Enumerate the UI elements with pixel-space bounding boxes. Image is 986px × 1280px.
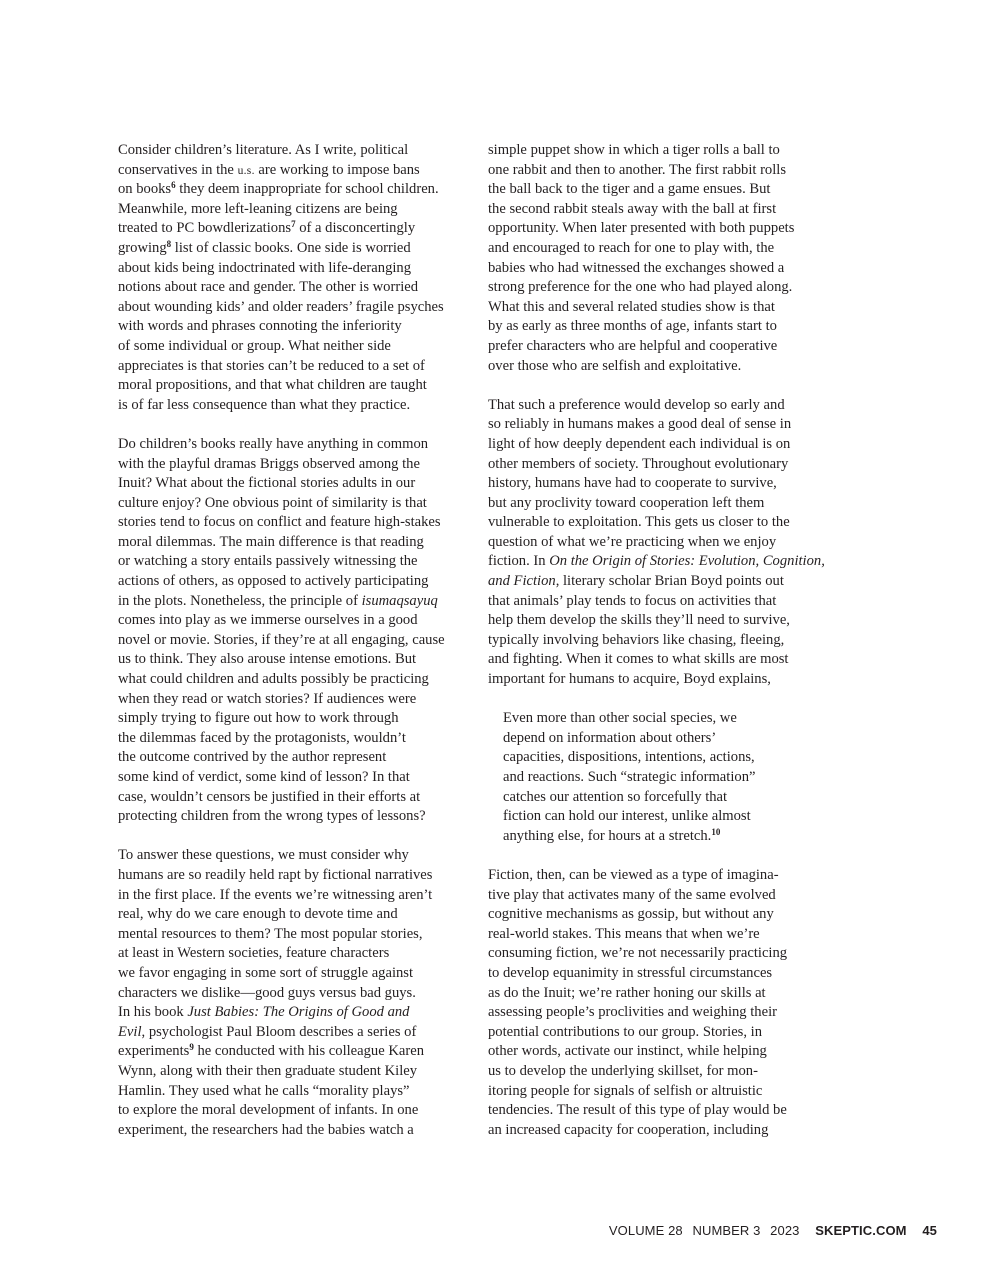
text-line: Inuit? What about the fictional stories adults in our [118,475,416,492]
text-line: Evil, psychologist Paul Bloom describes a series of [118,1023,417,1040]
footnote-ref: 6 [171,180,176,191]
text-line: and encouraged to reach for one to play with, the [488,239,775,256]
text-line: fiction can hold our interest, unlike almost [503,808,751,825]
text-line: to explore the moral development of infants. In one [118,1102,419,1119]
text-line: potential contributions to our group. Stories, in [488,1023,763,1040]
text-line: that animals’ play tends to focus on activities that [488,592,777,609]
text-line: vulnerable to exploitation. This gets us closer to the [488,514,790,531]
text-line: by as early as three months of age, infants start to [488,318,777,335]
text-line: Even more than other social species, we [503,710,737,727]
text-line: or watching a story entails passively witnessing the [118,553,418,570]
text-line: notions about race and gender. The other is worried [118,279,419,296]
paragraph [488,396,833,690]
text-line: and fighting. When it comes to what skills are most [488,651,789,668]
paragraph-gap [488,376,833,396]
text-line: fiction. In On the Origin of Stories: Evolution, Cognition, [488,553,825,570]
text-line: characters we dislike—good guys versus bad guys. [118,984,416,1001]
text-line: the dilemmas faced by the protagonists, wouldn’t [118,729,406,746]
italic-text: Just Babies: The Origins of Good and [187,1004,410,1021]
right-column [488,141,833,1140]
footer-site-link[interactable]: SKEPTIC.COM [815,1223,907,1238]
footnote-ref: 8 [166,238,172,249]
paragraph [118,846,474,1140]
text-line: of some individual or group. What neither side [118,337,391,354]
text-line: when they read or watch stories? If audiences were [118,690,417,707]
footer-volume: VOLUME 28 [608,1223,683,1238]
text-line: culture enjoy? One obvious point of similarity is that [118,494,427,511]
text-line: tendencies. The result of this type of play would be [488,1102,787,1119]
page-footer [603,1223,937,1238]
text-line: the second rabbit steals away with the ball at first [488,200,777,217]
text-line: one rabbit and then to another. The first rabbit rolls [488,161,787,178]
text-line: actions of others, as opposed to actively participating [118,573,429,590]
text-line: the ball back to the tiger and a game ensues. But [488,181,771,198]
text-line: real-world stakes. This means that when we’re [488,925,760,942]
text-line: other members of society. Throughout evolutionary [488,455,789,472]
page-number: 45 [922,1223,937,1238]
paragraph-gap [118,415,474,435]
text-line: Hamlin. They used what he calls “morality plays” [118,1082,410,1099]
paragraph-gap [488,690,833,710]
text-line: assessing people’s proclivities and weighing their [488,1004,777,1021]
footnote-ref: 7 [291,219,296,230]
paragraph [118,435,474,827]
text-line: experiments$^9$ he conducted with his colleague Karen [118,1042,425,1060]
left-column [118,141,474,1140]
text-line: in the first place. If the events we’re witnessing aren’t [118,886,433,903]
text-line: stories tend to focus on conflict and feature high-stakes [118,514,441,531]
text-line: at least in Western societies, feature characters [118,945,390,962]
text-line: tive play that activates many of the same evolved [488,886,776,903]
text-line: us to think. They also arouse intense emotions. But [118,651,417,668]
text-line: itoring people for signals of selfish or altruistic [488,1082,763,1099]
text-line: Meanwhile, more left-leaning citizens are being [118,200,398,217]
text-line: and reactions. Such “strategic information” [503,769,756,785]
paragraph [488,141,833,376]
text-line: Do children’s books really have anything in common [118,435,429,452]
footer-year: 2023 [770,1223,800,1238]
text-line: simple puppet show in which a tiger rolls a ball to [488,142,780,158]
text-line: with the playful dramas Briggs observed among the [118,455,420,472]
text-line: about kids being indoctrinated with life-deranging [118,259,412,276]
text-line: That such a preference would develop so early and [488,396,785,413]
text-line: on books$^6$ they deem inappropriate for school children. [118,180,439,198]
text-line: but any proclivity toward cooperation left them [488,494,765,511]
text-line: the outcome contrived by the author represent [118,749,387,766]
text-line: depend on information about others’ [503,729,717,746]
footnote-ref: 9 [189,1042,194,1053]
text-line: Fiction, then, can be viewed as a type of imagina- [488,866,779,883]
text-line: capacities, dispositions, intentions, actions, [503,749,755,766]
text-line: us to develop the underlying skillset, for mon- [488,1062,758,1079]
text-line: real, why do we care enough to devote time and [118,906,398,923]
text-line: babies who had witnessed the exchanges showed a [488,259,785,276]
text-line: mental resources to them? The most popular stories, [118,925,423,942]
italic-text: isumaqsayuq [361,592,438,609]
paragraph-gap [118,827,474,847]
text-line: what could children and adults possibly be practicing [118,671,429,688]
text-line: history, humans have had to cooperate to survive, [488,475,777,492]
text-line: Consider children’s literature. As I write, political [118,142,409,158]
text-line: we favor engaging in some sort of struggle against [118,964,414,981]
footer-number: NUMBER 3 [692,1223,761,1238]
text-line: to develop equanimity in stressful circumstances [488,964,773,981]
text-line: novel or movie. Stories, if they’re at all engaging, cause [118,631,445,648]
paragraph-gap [488,846,833,866]
text-line: over those who are selfish and exploitative. [488,357,742,374]
text-line: is of far less consequence than what they practice. [118,396,411,413]
text-line: strong preference for the one who had played along. [488,279,793,296]
text-line: case, wouldn’t censors be justified in their efforts at [118,788,421,805]
text-line: with words and phrases connoting the inferiority [118,318,402,335]
block-quote [488,709,833,846]
footnote-ref: 10 [711,826,721,837]
text-line: growing$^8$ list of classic books. One side is worried [118,238,411,256]
text-line: as do the Inuit; we’re rather honing our skills at [488,984,766,1001]
text-line: prefer characters who are helpful and cooperative [488,337,778,354]
text-line: in the plots. Nonetheless, the principle of isumaqsayuq [118,592,438,609]
text-line: so reliably in humans makes a good deal of sense in [488,416,792,433]
text-line: opportunity. When later presented with both puppets [488,220,795,237]
text-line: humans are so readily held rapt by fictional narratives [118,866,433,883]
small-caps-text: u.s. [237,164,255,177]
text-line: typically involving behaviors like chasing, fleeing, [488,631,785,648]
text-line: moral dilemmas. The main difference is that reading [118,533,424,550]
paragraph [488,866,833,1140]
text-line: simply trying to figure out how to work through [118,710,399,727]
text-line: In his book Just Babies: The Origins of Good and [118,1004,410,1021]
text-line: and Fiction, literary scholar Brian Boyd points out [488,573,784,590]
text-line: important for humans to acquire, Boyd explains, [488,671,771,688]
text-line: treated to PC bowdlerizations$^7$ of a disconcertingly [118,219,416,237]
italic-text: On the Origin of Stories: Evolution, Cognition, [549,553,825,570]
text-line: appreciates is that stories can’t be reduced to a set of [118,357,425,374]
text-line: comes into play as we immerse ourselves in a good [118,612,418,629]
text-line: about wounding kids’ and older readers’ fragile psyches [118,298,444,315]
text-line: moral propositions, and that what children are taught [118,377,427,394]
text-line: To answer these questions, we must consider why [118,847,409,864]
italic-text: Evil [118,1023,142,1040]
text-line: consuming fiction, we’re not necessarily practicing [488,945,788,962]
text-line: protecting children from the wrong types of lessons? [118,808,426,825]
paragraph [118,141,474,415]
text-line: question of what we’re practicing when we enjoy [488,533,777,550]
text-line: other words, activate our instinct, while helping [488,1043,767,1060]
text-line: some kind of verdict, some kind of lesson? In that [118,769,410,785]
text-line: cognitive mechanisms as gossip, but without any [488,906,774,923]
text-line: experiment, the researchers had the babies watch a [118,1121,414,1138]
text-line: help them develop the skills they’ll need to survive, [488,612,790,629]
text-line: conservatives in the u.s. are working to impose bans [118,161,420,178]
text-line: anything else, for hours at a stretch.$^{10}$ [503,826,721,844]
text-line: light of how deeply dependent each individual is on [488,435,791,452]
text-line: an increased capacity for cooperation, including [488,1121,769,1138]
text-line: catches our attention so forcefully that [503,788,728,805]
italic-text: and Fiction [488,573,556,590]
text-line: Wynn, along with their then graduate student Kiley [118,1062,418,1079]
text-line: What this and several related studies show is that [488,298,775,315]
